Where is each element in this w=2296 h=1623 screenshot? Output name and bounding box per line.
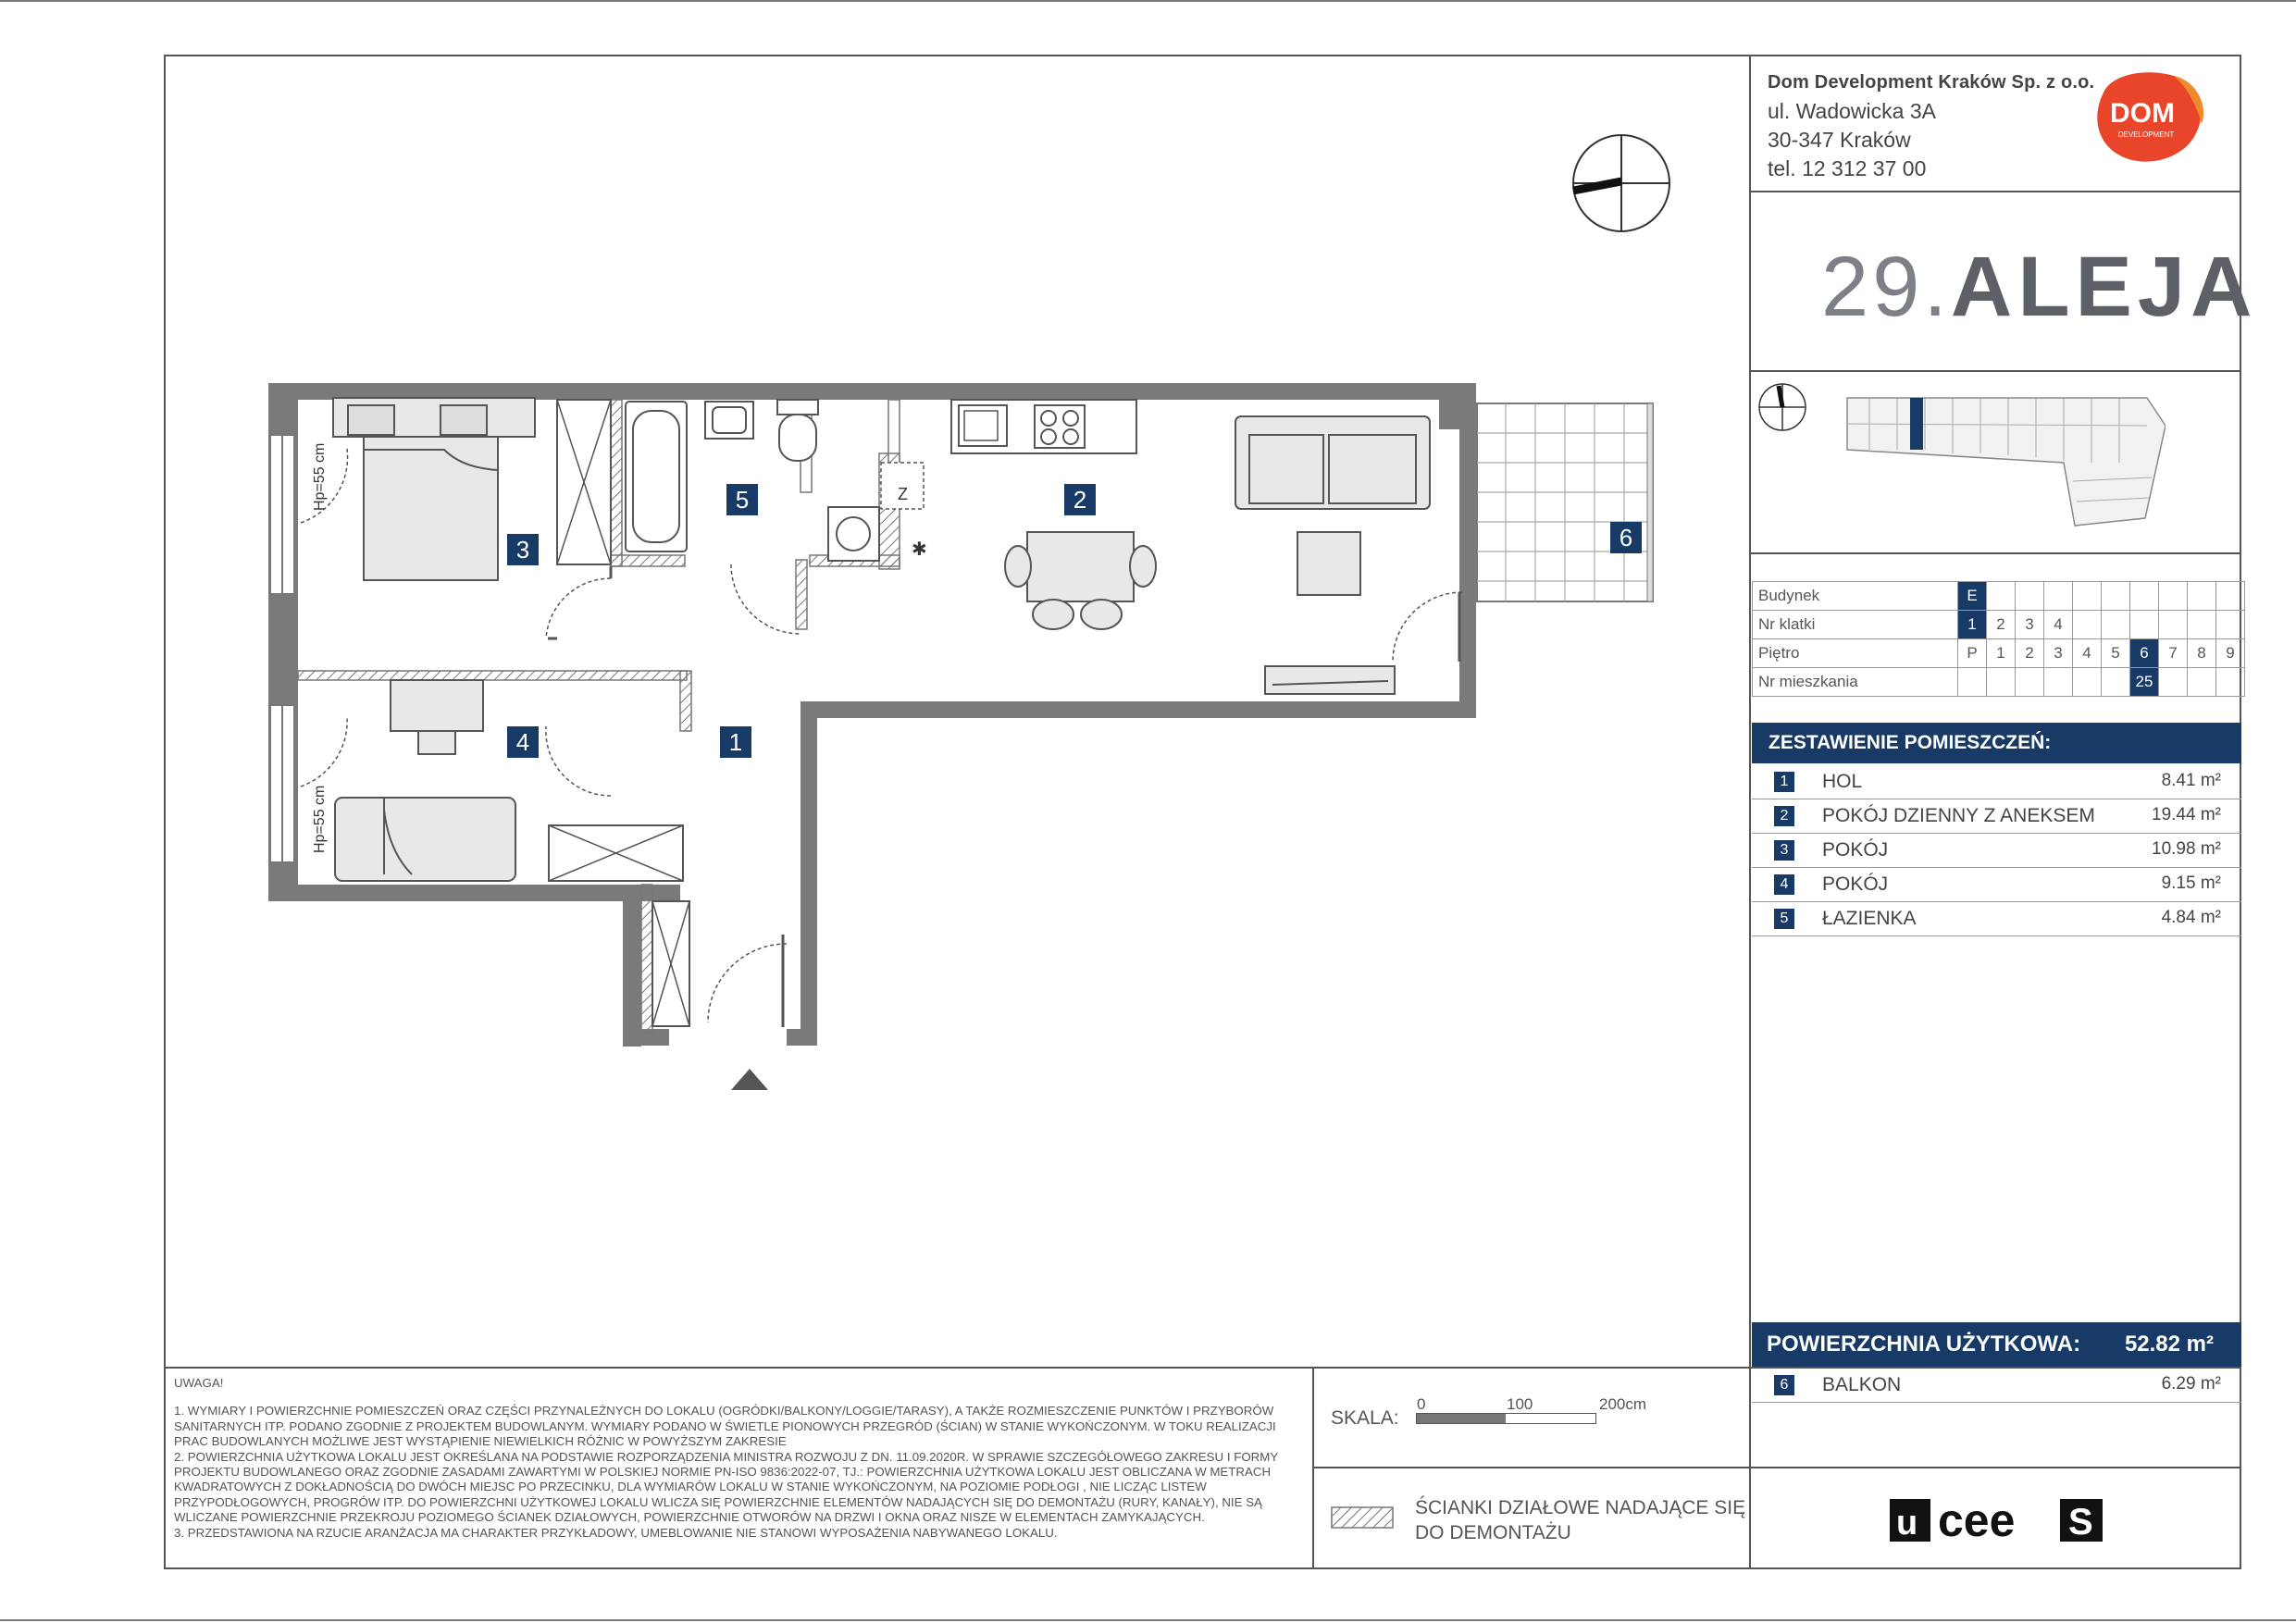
room-row [1752, 765, 2241, 799]
svg-text:S: S [2068, 1502, 2093, 1542]
panel-line [1749, 191, 2241, 192]
legend-line-2: DO DEMONTAŻU [1415, 1522, 1571, 1543]
room-name: POKÓJ DZIENNY Z ANEKSEM [1822, 805, 2095, 826]
room-area: 8.41 m² [2161, 771, 2221, 790]
floor-9: 9 [2216, 639, 2245, 668]
bottom-border-line [0, 1619, 2296, 1621]
hatch-legend-icon [1331, 1506, 1396, 1530]
room-label-4: 4 [507, 726, 539, 758]
scale-tick-0: 0 [1417, 1395, 1426, 1413]
window-sill-height-label: Hp=55 cm [312, 785, 328, 853]
floor-6: 6 [2130, 639, 2159, 668]
scale-bar [1416, 1413, 1596, 1424]
svg-text:u: u [1896, 1504, 1918, 1542]
usable-area-bar [1752, 1322, 2241, 1367]
stair-label: Nr klatki [1753, 611, 1958, 639]
top-border-line [0, 0, 2296, 2]
floor-3: 3 [2044, 639, 2073, 668]
stair-4: 4 [2044, 611, 2073, 639]
brand-number: 29. [1821, 240, 1951, 334]
legend-line-1: ŚCIANKI DZIAŁOWE NADAJĄCE SIĘ [1415, 1497, 1746, 1518]
floor-label: Piętro [1753, 639, 1958, 668]
floor-plan [259, 370, 1684, 1101]
svg-text:cee: cee [1938, 1494, 2016, 1546]
room-name: HOL [1822, 771, 1863, 792]
room-number: 5 [1774, 909, 1794, 929]
floor-8: 8 [2188, 639, 2216, 668]
floor-p: P [1958, 639, 1987, 668]
building-label: Budynek [1753, 582, 1958, 611]
room-name: BALKON [1822, 1374, 1902, 1395]
floor-1: 1 [1987, 639, 2016, 668]
note-1: 1. WYMIARY I POWIERZCHNIE POMIESZCZEŃ ORAZ CZĘŚCI PRZYNALEŻNYCH DO LOKALU (OGRÓDKI/BALKONY/LOGGIE/TARASY), A TAKŻE ROZMIESZCZENIE PUNKTÓW I PRZYBORÓW SANITARNYCH ITP. PODANO ZGODNIE Z PROJEKTEM BUDOWLANYM. WYMIARY PODANO W ŚWIETLE PIONOWYCH PRZEGRÓD (ŚCIAN) W STANIE WYKOŃCZONYM. W TOKU REALIZACJI PRAC BUDOWLANYCH MOŻLIWE JEST WYSTĄPIENIE NIEWIELKICH RÓŻNIC W POWYŻSZYM ZAKRESIE [174, 1404, 1276, 1449]
scale-tick-100: 100 [1507, 1395, 1533, 1413]
floor-4: 4 [2073, 639, 2102, 668]
floor-2: 2 [2016, 639, 2044, 668]
room-number: 6 [1774, 1375, 1794, 1395]
building-key-plan [1842, 389, 2166, 537]
room-label-1: 1 [720, 726, 751, 758]
room-label-6: 6 [1610, 522, 1642, 553]
balcony-area [1477, 403, 1653, 601]
scale-label: SKALA: [1331, 1407, 1399, 1429]
room-number: 2 [1774, 806, 1794, 826]
company-name: Dom Development Kraków Sp. z o.o. [1768, 72, 2095, 93]
note-2: 2. POWIERZCHNIA UŻYTKOWA LOKALU JEST OKREŚLANA NA PODSTAWIE ROZPORZĄDZENIA MINISTRA ROZWOJU Z DN. 11.09.2020R. W SPRAWIE SZCZEGÓŁOWEGO ZAKRESU I FORMY PROJEKTU BUDOWLANEGO ORAZ ZGODNIE ZASADAMI ZAWARTYMI W POLSKIEJ NORMIE PN-ISO 9836:2022-07, TJ.: POWIERZCHNIA UŻYTKOWA LOKALU JEST OBLICZANA W METRACH KWADRATOWYCH Z DOKŁADNOŚCIĄ DO DWÓCH MIEJSC PO PRZECINKU, DLA WYMIARÓW LOKALU W STANIE WYKOŃCZONYM, NA POZIOMIE PODŁOGI , NIE LICZĄC LISTEW PRZYPODŁOGOWYCH, PROGRÓW ITP. DO POWIERZCHNI UŻYTKOWEJ LOKALU WLICZA SIĘ POWIERZCHNIE ELEMENTÓW NADAJĄCYCH SIĘ DO DEMONTAŻU (RURY, KANAŁY), NIE SĄ WLICZANE POWIERZCHNIE PRZEKROJU POZIOMEGO ŚCIANEK DZIAŁOWYCH, POWIERZCHNIE OTWORÓW NA DRZWI I OKNA ORAZ NISZE W ELEMENTACH ZAMYKAJĄCYCH. [174, 1449, 1278, 1525]
room-name: POKÓJ [1822, 839, 1889, 861]
room-name: ŁAZIENKA [1822, 908, 1917, 929]
usable-area-value: 52.82 m² [2124, 1332, 2214, 1357]
floor-7: 7 [2159, 639, 2188, 668]
apartment-label: Nr mieszkania [1753, 668, 1958, 697]
stair-2: 2 [1987, 611, 2016, 639]
project-brand [1821, 239, 2258, 336]
logo-dom-text: DOM [2110, 98, 2175, 129]
legend-text [1415, 1495, 1745, 1545]
panel-line [1749, 1467, 2241, 1468]
company-city: 30-347 Kraków [1768, 128, 1911, 152]
note-3: 3. PRZEDSTAWIONA NA RZUCIE ARANŻACJA MA CHARAKTER PRZYKŁADOWY, UMEBLOWANIE NIE STANOWI WYPOSAŻENIA NABYWANEGO LOKALU. [174, 1525, 1058, 1540]
mini-compass-icon [1756, 381, 1812, 437]
room-label-3: 3 [507, 534, 539, 565]
usable-area-label: POWIERZCHNIA UŻYTKOWA: [1767, 1332, 2081, 1357]
uceeS-logo [1888, 1493, 2110, 1549]
svg-text:✱: ✱ [912, 539, 927, 560]
stair-3: 3 [2016, 611, 2044, 639]
room-row [1752, 868, 2241, 902]
svg-text:Z: Z [898, 485, 908, 503]
window-sill-height-label: Hp=55 cm [312, 442, 328, 511]
room-label-5: 5 [726, 484, 758, 515]
compass-icon [1564, 133, 1675, 235]
balcony-row [1752, 1369, 2241, 1403]
company-street: ul. Wadowicka 3A [1768, 99, 1936, 123]
room-number: 4 [1774, 874, 1794, 895]
room-number: 1 [1774, 772, 1794, 792]
panel-line [1749, 552, 2241, 554]
room-number: 3 [1774, 840, 1794, 861]
scale-bar-fill [1417, 1414, 1506, 1423]
dom-development-logo [2085, 67, 2209, 170]
room-row [1752, 799, 2241, 834]
room-area: 6.29 m² [2161, 1374, 2221, 1394]
floor-5: 5 [2102, 639, 2130, 668]
summary-heading: ZESTAWIENIE POMIESZCZEŃ: [1752, 723, 2241, 763]
panel-divider [1749, 55, 1751, 1569]
logo-development-text: DEVELOPMENT [2117, 130, 2175, 139]
room-area: 10.98 m² [2152, 839, 2221, 859]
building-value: E [1958, 582, 1987, 611]
room-area: 9.15 m² [2161, 873, 2221, 893]
notes-block [174, 1376, 1294, 1541]
room-name: POKÓJ [1822, 873, 1889, 895]
notes-title: UWAGA! [174, 1376, 224, 1390]
scale-legend-line [1312, 1467, 1751, 1468]
room-area: 4.84 m² [2161, 908, 2221, 927]
company-phone: tel. 12 312 37 00 [1768, 156, 1927, 180]
room-row [1752, 834, 2241, 868]
location-table [1752, 581, 2245, 697]
brand-name: ALEJA [1950, 240, 2258, 334]
room-row [1752, 902, 2241, 936]
room-area: 19.44 m² [2152, 805, 2221, 824]
stair-1: 1 [1958, 611, 1987, 639]
panel-line [1749, 370, 2241, 372]
scale-tick-200: 200cm [1599, 1395, 1647, 1413]
company-address [1768, 68, 2094, 183]
apartment-value: 25 [2130, 668, 2159, 697]
room-label-2: 2 [1064, 484, 1096, 515]
